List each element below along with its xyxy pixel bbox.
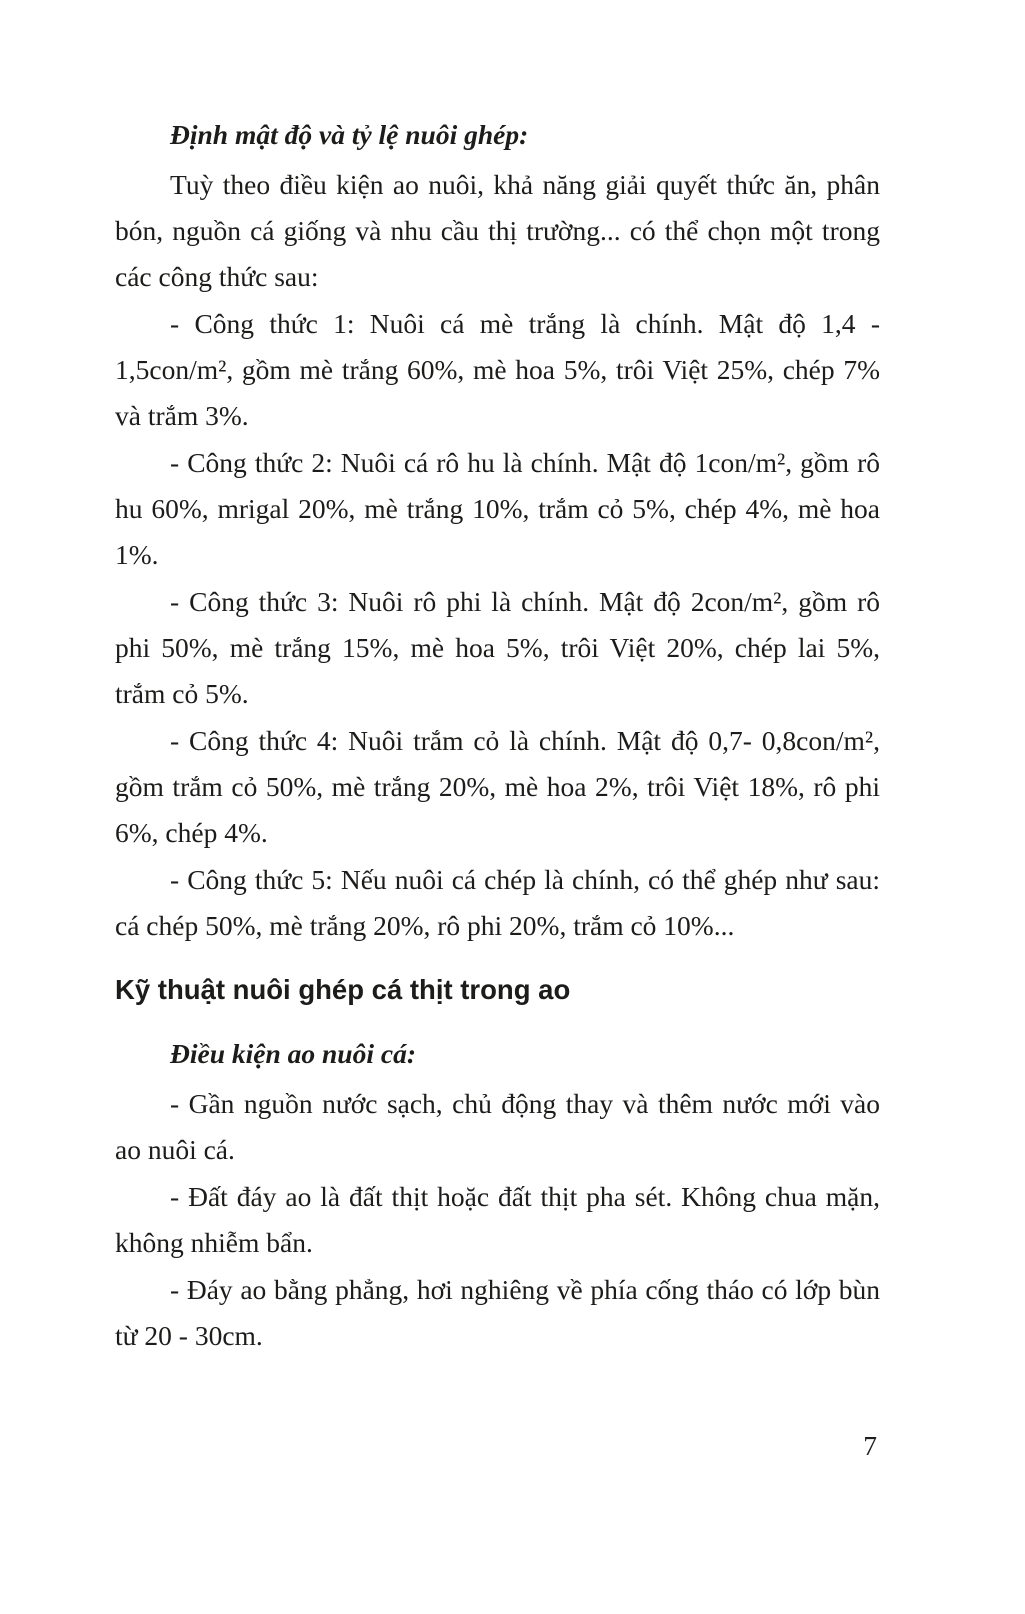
paragraph-condition-1: - Gần nguồn nước sạch, chủ động thay và thêm nước mới vào ao nuôi cá. (115, 1088, 880, 1165)
subheading-density: Định mật độ và tỷ lệ nuôi ghép: (170, 119, 529, 150)
paragraph-condition-2: - Đất đáy ao là đất thịt hoặc đất thịt pha sét. Không chua mặn, không nhiễm bẩn. (115, 1181, 880, 1258)
paragraph-formula-2: - Công thức 2: Nuôi cá rô hu là chính. Mật độ 1con/m², gồm rô hu 60%, mrigal 20%, mè trắng 10%, trắm cỏ 5%, chép 4%, mè hoa 1%. (115, 447, 880, 570)
section-heading: Kỹ thuật nuôi ghép cá thịt trong ao (115, 974, 571, 1005)
paragraph-formula-1: - Công thức 1: Nuôi cá mè trắng là chính. Mật độ 1,4 - 1,5con/m², gồm mè trắng 60%, mè hoa 5%, trôi Việt 25%, chép 7% và trắm 3%. (115, 308, 880, 431)
page-number: 7 (863, 1430, 877, 1461)
paragraph-intro: Tuỳ theo điều kiện ao nuôi, khả năng giải quyết thức ăn, phân bón, nguồn cá giống và nhu cầu thị trường... có thể chọn một trong các công thức sau: (115, 169, 880, 292)
paragraph-formula-5: - Công thức 5: Nếu nuôi cá chép là chính, có thể ghép như sau: cá chép 50%, mè trắng 20%, rô phi 20%, trắm cỏ 10%... (115, 864, 880, 941)
subheading-conditions: Điều kiện ao nuôi cá: (170, 1038, 416, 1069)
paragraph-condition-3: - Đáy ao bằng phẳng, hơi nghiêng về phía cống tháo có lớp bùn từ 20 - 30cm. (115, 1274, 880, 1351)
paragraph-formula-4: - Công thức 4: Nuôi trắm cỏ là chính. Mật độ 0,7- 0,8con/m², gồm trắm cỏ 50%, mè trắng 20%, mè hoa 2%, trôi Việt 18%, rô phi 6%, chép 4%. (115, 725, 880, 848)
paragraph-formula-3: - Công thức 3: Nuôi rô phi là chính. Mật độ 2con/m², gồm rô phi 50%, mè trắng 15%, mè hoa 5%, trôi Việt 20%, chép lai 5%, trắm cỏ 5%. (115, 586, 880, 709)
